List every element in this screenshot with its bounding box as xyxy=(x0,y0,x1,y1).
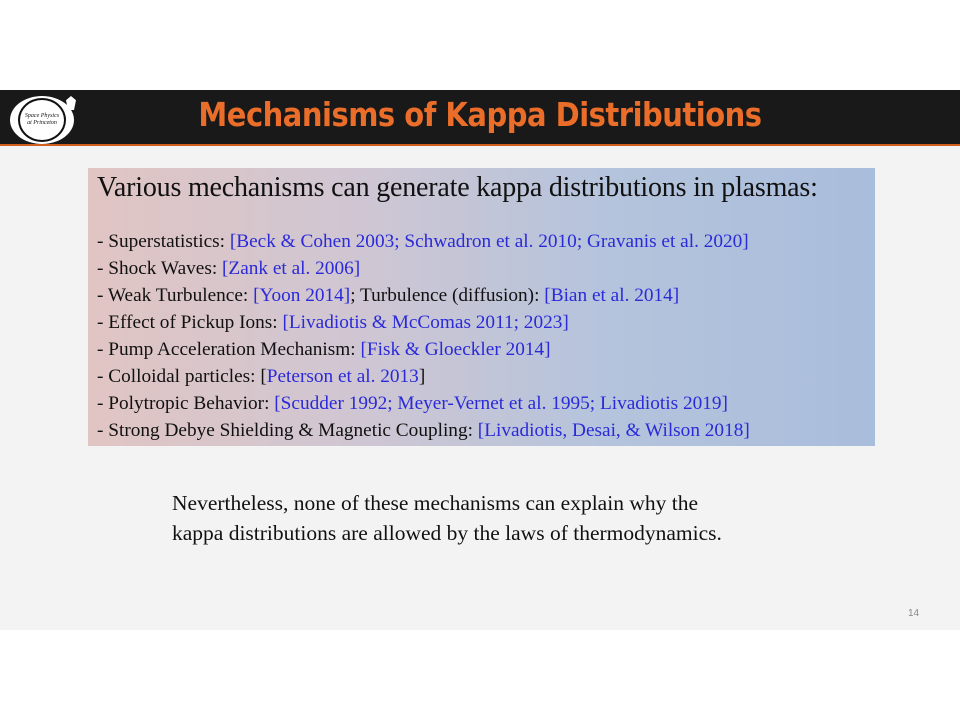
list-item xyxy=(97,336,750,363)
reference-link[interactable]: [Fisk & Gloeckler 2014] xyxy=(360,339,551,360)
logo-text: Space Physics at Princeton xyxy=(24,113,60,126)
reference-link[interactable]: [Yoon 2014] xyxy=(253,285,351,306)
list-item xyxy=(97,282,750,309)
mechanism-label: - Polytropic Behavior: xyxy=(97,393,275,414)
mechanism-label: - Colloidal particles: [ xyxy=(97,366,267,387)
logo-ring xyxy=(18,98,66,142)
reference-link[interactable]: [Zank et al. 2006] xyxy=(222,258,361,279)
reference-link[interactable]: [Beck & Cohen 2003; Schwadron et al. 2010; Gravanis et al. 2020] xyxy=(229,231,749,252)
reference-link[interactable]: [Livadiotis & McComas 2011; 2023] xyxy=(282,312,569,333)
list-item xyxy=(97,417,750,444)
bottom-margin xyxy=(0,630,960,720)
conclusion-line: kappa distributions are allowed by the laws of thermodynamics. xyxy=(172,521,722,545)
slide-number: 14 xyxy=(908,608,920,619)
reference-link[interactable]: [Bian et al. 2014] xyxy=(544,285,680,306)
list-item xyxy=(97,255,750,282)
header-bar xyxy=(0,90,960,146)
reference-link[interactable]: Peterson et al. 2013 xyxy=(266,366,419,387)
slide-title: Mechanisms of Kappa Distributions xyxy=(198,95,762,135)
mechanism-label: - Strong Debye Shielding & Magnetic Coupling: xyxy=(97,420,478,441)
slide xyxy=(0,90,960,630)
list-item xyxy=(97,228,750,255)
conclusion-line: Nevertheless, none of these mechanisms can explain why the xyxy=(172,491,698,515)
mechanisms-list xyxy=(97,228,750,444)
mechanism-label: - Effect of Pickup Ions: xyxy=(97,312,283,333)
mechanism-label-suffix: ] xyxy=(418,366,426,387)
mechanism-label: - Pump Acceleration Mechanism: xyxy=(97,339,361,360)
top-margin xyxy=(0,0,960,90)
conclusion-text xyxy=(172,488,812,548)
list-item xyxy=(97,309,750,336)
mechanism-label: - Weak Turbulence: xyxy=(97,285,254,306)
space-physics-princeton-logo xyxy=(10,96,74,144)
mechanisms-box xyxy=(88,168,875,446)
mechanism-label-secondary: ; Turbulence (diffusion): xyxy=(350,285,545,306)
mechanism-label: - Shock Waves: xyxy=(97,258,223,279)
mechanisms-heading: Various mechanisms can generate kappa distributions in plasmas: xyxy=(97,172,818,203)
reference-link[interactable]: [Livadiotis, Desai, & Wilson 2018] xyxy=(477,420,750,441)
mechanism-label: - Superstatistics: xyxy=(97,231,230,252)
list-item xyxy=(97,390,750,417)
list-item xyxy=(97,363,750,390)
reference-link[interactable]: [Scudder 1992; Meyer-Vernet et al. 1995; Livadiotis 2019] xyxy=(274,393,728,414)
